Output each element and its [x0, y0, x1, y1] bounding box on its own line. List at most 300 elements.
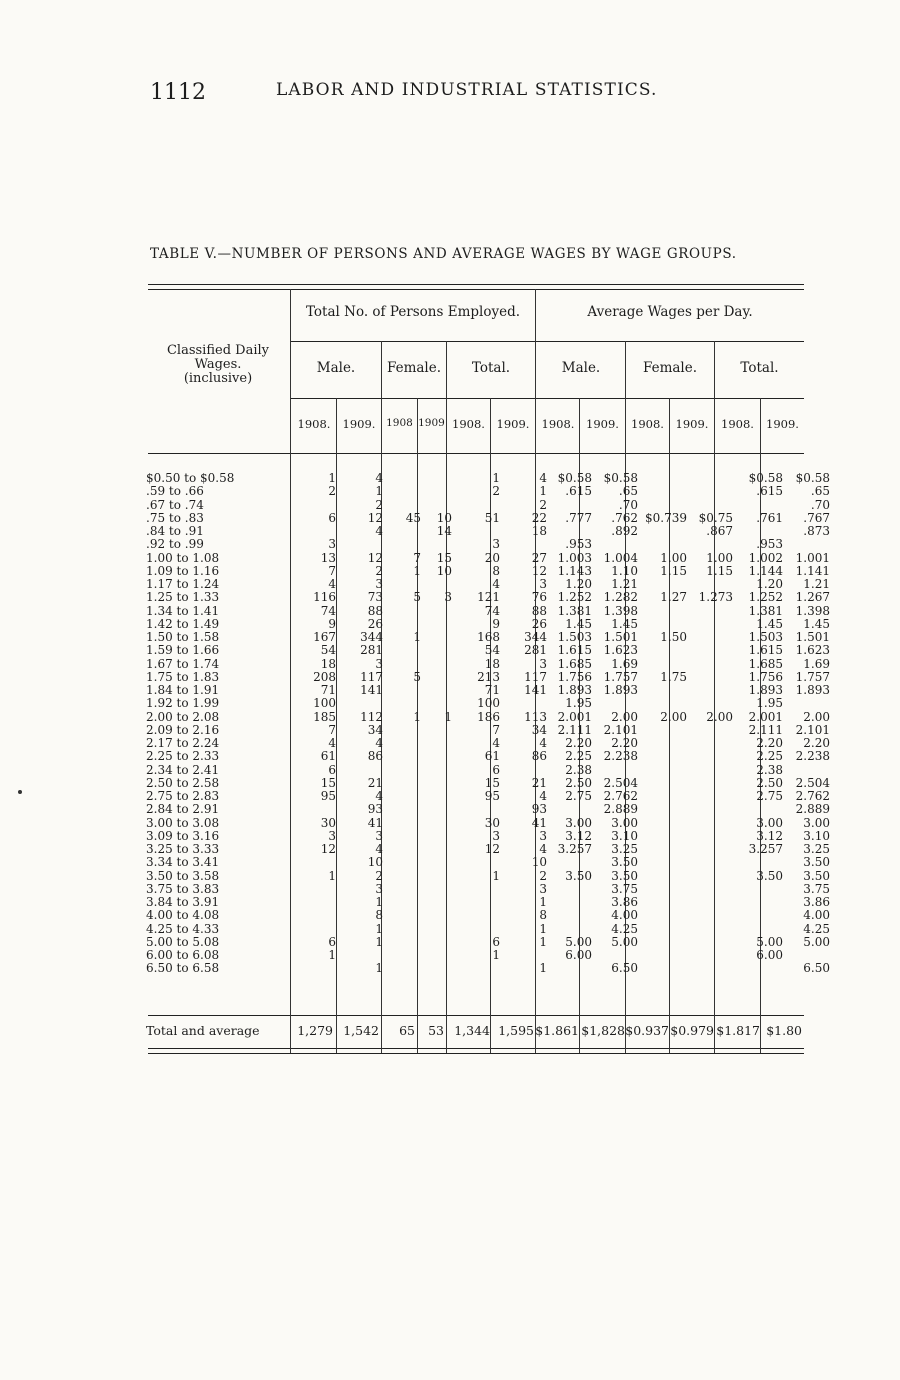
wage-cell: [595, 764, 641, 777]
bottom-rule: [148, 1048, 804, 1049]
persons-cell: 74: [320, 603, 336, 618]
wage-cell: 3.75: [611, 881, 638, 896]
table-row: [146, 803, 833, 816]
persons-cell: [385, 618, 423, 631]
persons-cell: 13: [320, 550, 336, 565]
wage-cell: 2.20: [803, 736, 830, 750]
persons-cell: [423, 830, 454, 843]
wage-cell: 5.00: [565, 934, 592, 949]
wage-cell: [641, 962, 690, 975]
table-body: [146, 472, 833, 976]
persons-cell: [454, 896, 502, 909]
persons-cell: [385, 962, 423, 975]
wage-group-label: .92 to .99: [146, 537, 204, 552]
persons-cell: [385, 870, 423, 883]
persons-cell: 4: [328, 577, 336, 591]
wage-cell: [786, 697, 833, 710]
wage-cell: 6.00: [565, 948, 592, 962]
table-row: [146, 499, 833, 512]
persons-cell: [385, 525, 423, 538]
persons-cell: 121: [477, 590, 500, 605]
wage-cell: 1.00: [660, 550, 687, 565]
persons-cell: 1: [539, 895, 547, 909]
wage-cell: 1.685: [748, 656, 783, 671]
wage-cell: [641, 578, 690, 591]
persons-cell: [385, 817, 423, 830]
wage-cell: 1.756: [557, 669, 592, 684]
persons-cell: 3: [375, 828, 383, 843]
wage-group-label: 2.00 to 2.08: [146, 709, 220, 724]
wage-cell: [641, 949, 690, 962]
wage-cell: 2.101: [795, 722, 830, 737]
wage-cell: 1.615: [748, 643, 783, 658]
wage-cell: [690, 644, 736, 657]
wage-cell: .65: [618, 484, 638, 499]
wage-cell: 2.20: [756, 736, 783, 750]
wage-cell: 2.111: [557, 722, 592, 737]
persons-cell: [385, 578, 423, 591]
persons-cell: 26: [531, 616, 547, 631]
wage-cell: .615: [756, 484, 783, 499]
persons-cell: [385, 499, 423, 512]
group-header-rule: [290, 341, 804, 342]
wages-female-header: Female.: [642, 360, 698, 376]
wage-cell: [641, 750, 690, 763]
wage-group-label: 3.84 to 3.91: [146, 895, 220, 909]
persons-cell: 186: [477, 709, 500, 724]
table-row: [146, 644, 833, 657]
persons-cell: [423, 843, 454, 856]
persons-cell: 2: [539, 868, 547, 883]
wage-group-label: 1.42 to 1.49: [146, 616, 220, 631]
wage-cell: [549, 962, 595, 975]
persons-cell: [423, 883, 454, 896]
wage-cell: 2.75: [756, 789, 783, 803]
wage-cell: 1.21: [803, 577, 830, 591]
persons-cell: 18: [320, 656, 336, 671]
wage-cell: 3.50: [565, 868, 592, 883]
wage-cell: $0.58: [795, 471, 830, 485]
persons-cell: [423, 856, 454, 869]
wage-group-label: 2.34 to 2.41: [146, 762, 220, 777]
persons-cell: 74: [484, 603, 500, 618]
wage-group-label: 3.25 to 3.33: [146, 842, 220, 856]
wage-cell: [736, 909, 786, 922]
persons-cell: [338, 697, 385, 710]
persons-cell: 15: [436, 550, 452, 565]
wage-group-label: 1.09 to 1.16: [146, 563, 220, 578]
persons-cell: 2: [375, 497, 383, 512]
persons-cell: [385, 896, 423, 909]
persons-cell: 167: [313, 630, 336, 644]
persons-cell: [385, 936, 423, 949]
wage-cell: 2.889: [603, 802, 638, 817]
table-row: [146, 737, 833, 750]
wage-cell: [641, 697, 690, 710]
wage-cell: [641, 499, 690, 512]
wage-cell: .892: [611, 524, 638, 538]
total-cell: 53: [428, 1023, 444, 1038]
wage-cell: 1.757: [603, 669, 638, 684]
wage-group-label: 1.00 to 1.08: [146, 550, 220, 565]
wage-cell: 3.00: [803, 815, 830, 830]
wage-cell: [641, 883, 690, 896]
persons-cell: [423, 750, 454, 763]
persons-cell: [385, 803, 423, 816]
persons-cell: 3: [375, 577, 383, 591]
wage-group-label: .59 to .66: [146, 484, 204, 499]
persons-cell: [385, 724, 423, 737]
persons-cell: [454, 803, 502, 816]
persons-cell: 71: [320, 683, 336, 697]
persons-cell: 12: [367, 510, 383, 525]
persons-cell: 95: [320, 789, 336, 803]
table-row: [146, 697, 833, 710]
wage-cell: [641, 830, 690, 843]
wage-cell: 3.86: [803, 895, 830, 909]
wage-cell: [641, 658, 690, 671]
persons-cell: [454, 883, 502, 896]
wage-cell: [690, 936, 736, 949]
wage-cell: [641, 923, 690, 936]
wage-cell: [690, 949, 736, 962]
wage-cell: .70: [618, 497, 638, 512]
wage-cell: 3.12: [565, 828, 592, 843]
wage-cell: 3.257: [748, 842, 783, 856]
persons-cell: [290, 896, 338, 909]
persons-cell: [454, 909, 502, 922]
wage-cell: 4.00: [611, 908, 638, 923]
persons-cell: [290, 909, 338, 922]
persons-cell: 10: [531, 855, 547, 870]
persons-cell: 4: [375, 471, 383, 485]
wage-cell: 1.273: [698, 590, 733, 605]
wage-cell: 1.45: [565, 616, 592, 631]
wage-cell: 1.615: [557, 643, 592, 658]
wage-cell: 3.10: [803, 828, 830, 843]
wage-cell: [641, 724, 690, 737]
wage-group-label: 1.84 to 1.91: [146, 683, 220, 697]
wage-cell: [786, 949, 833, 962]
wage-group-label: 5.00 to 5.08: [146, 934, 220, 949]
persons-cell: [423, 949, 454, 962]
persons-cell: [423, 764, 454, 777]
persons-cell: 1: [413, 563, 421, 578]
persons-cell: 1: [328, 948, 336, 962]
persons-cell: 2: [375, 868, 383, 883]
persons-cell: [502, 949, 549, 962]
persons-cell: 4: [375, 524, 383, 538]
persons-cell: 2: [539, 497, 547, 512]
persons-cell: [423, 803, 454, 816]
wage-cell: [641, 485, 690, 498]
wage-group-label: 1.92 to 1.99: [146, 696, 220, 711]
persons-cell: 1: [375, 961, 383, 976]
wage-cell: [641, 684, 690, 697]
persons-cell: [385, 949, 423, 962]
table-row: [146, 883, 833, 896]
wage-cell: [595, 538, 641, 551]
wages-group-header: Average Wages per Day.: [587, 304, 753, 320]
persons-cell: [423, 697, 454, 710]
wage-group-label: 1.75 to 1.83: [146, 669, 220, 684]
wages-male-header: Male.: [561, 360, 601, 376]
persons-cell: 100: [477, 696, 500, 711]
wage-cell: [641, 644, 690, 657]
table-row: [146, 525, 833, 538]
persons-cell: 1: [375, 484, 383, 499]
wage-cell: [736, 803, 786, 816]
wage-group-label: 2.09 to 2.16: [146, 722, 220, 737]
persons-cell: 3: [539, 881, 547, 896]
persons-cell: 12: [484, 842, 500, 856]
wage-cell: .867: [706, 524, 733, 538]
wages-total-header: Total.: [740, 360, 779, 376]
table-row: [146, 949, 833, 962]
persons-cell: [423, 777, 454, 790]
persons-cell: [290, 525, 338, 538]
wage-cell: 3.50: [803, 855, 830, 870]
wage-group-label: 2.75 to 2.83: [146, 789, 220, 803]
persons-cell: [385, 764, 423, 777]
wage-cell: .953: [565, 537, 592, 552]
persons-cell: 1: [492, 868, 500, 883]
wage-group-label: 3.50 to 3.58: [146, 868, 220, 883]
wage-cell: [641, 538, 690, 551]
persons-cell: 4: [539, 471, 547, 485]
wage-cell: [736, 923, 786, 936]
wage-cell: [690, 658, 736, 671]
persons-cell: 4: [328, 736, 336, 750]
wage-cell: 1.10: [611, 563, 638, 578]
persons-cell: 2: [328, 484, 336, 499]
wage-cell: 1.893: [603, 683, 638, 697]
persons-cell: 3: [444, 590, 452, 605]
wage-cell: 1.45: [756, 616, 783, 631]
year-header: 1908: [386, 417, 413, 429]
wage-cell: 3.50: [756, 868, 783, 883]
persons-cell: 1: [413, 709, 421, 724]
wage-group-label: 4.25 to 4.33: [146, 921, 220, 936]
table-row: [146, 750, 833, 763]
year-header: 1909.: [586, 417, 619, 431]
persons-cell: 95: [484, 789, 500, 803]
wage-cell: [690, 750, 736, 763]
persons-cell: [338, 764, 385, 777]
table-row: [146, 909, 833, 922]
persons-cell: 86: [367, 749, 383, 764]
table-row: [146, 512, 833, 525]
persons-cell: 20: [484, 550, 500, 565]
persons-cell: 1: [375, 921, 383, 936]
wage-group-label: 1.67 to 1.74: [146, 656, 220, 671]
wage-cell: $0.58: [603, 471, 638, 485]
total-cell: 1,279: [297, 1023, 333, 1038]
wage-cell: 1.141: [795, 563, 830, 578]
wage-cell: [641, 909, 690, 922]
persons-cell: 27: [531, 550, 547, 565]
persons-cell: [423, 896, 454, 909]
persons-cell: 113: [524, 709, 547, 724]
persons-cell: [423, 790, 454, 803]
persons-cell: 22: [531, 510, 547, 525]
wage-cell: [690, 618, 736, 631]
wage-cell: 3.50: [611, 868, 638, 883]
persons-cell: 1: [328, 471, 336, 485]
persons-cell: 41: [531, 815, 547, 830]
table-row: [146, 472, 833, 485]
year-header: 1909.: [766, 417, 799, 431]
persons-cell: [423, 472, 454, 485]
persons-cell: 30: [484, 815, 500, 830]
wage-cell: .953: [756, 537, 783, 552]
wage-cell: $0.58: [557, 471, 592, 485]
total-label: Total and average: [146, 1023, 260, 1038]
persons-cell: 3: [375, 881, 383, 896]
wage-cell: [641, 618, 690, 631]
wage-cell: [690, 962, 736, 975]
persons-cell: [290, 499, 338, 512]
table-row: [146, 671, 833, 684]
persons-cell: [454, 499, 502, 512]
persons-cell: [385, 790, 423, 803]
wage-cell: 2.38: [756, 762, 783, 777]
persons-cell: [502, 697, 549, 710]
wage-cell: 2.25: [756, 749, 783, 764]
persons-cell: [423, 618, 454, 631]
persons-cell: 4: [375, 789, 383, 803]
wage-cell: [786, 538, 833, 551]
wage-cell: 3.25: [803, 842, 830, 856]
wage-cell: 2.50: [756, 775, 783, 790]
wage-cell: [690, 856, 736, 869]
wage-cell: [690, 909, 736, 922]
year-header: 1909.: [342, 417, 376, 431]
wage-cell: 1.15: [706, 563, 733, 578]
wage-cell: [736, 883, 786, 896]
wage-cell: 2.111: [748, 722, 783, 737]
persons-cell: 41: [367, 815, 383, 830]
margin-dot: [18, 790, 22, 794]
persons-cell: [338, 538, 385, 551]
year-header: 1909.: [496, 417, 530, 431]
persons-cell: 86: [531, 749, 547, 764]
persons-cell: 12: [320, 842, 336, 856]
wage-cell: 1.623: [603, 643, 638, 658]
wage-cell: 3.00: [565, 815, 592, 830]
persons-cell: 208: [313, 669, 336, 684]
persons-cell: [423, 538, 454, 551]
persons-cell: [423, 605, 454, 618]
persons-cell: 3: [328, 828, 336, 843]
table-row: [146, 618, 833, 631]
persons-cell: 34: [367, 722, 383, 737]
persons-cell: 10: [436, 510, 452, 525]
persons-cell: 4: [539, 842, 547, 856]
persons-cell: 9: [492, 616, 500, 631]
persons-cell: [423, 644, 454, 657]
table-row: [146, 777, 833, 790]
wage-cell: 2.00: [611, 709, 638, 724]
wage-cell: 2.238: [603, 749, 638, 764]
persons-cell: 117: [360, 669, 383, 684]
wage-cell: 1.69: [803, 656, 830, 671]
persons-cell: [385, 750, 423, 763]
persons-cell: [385, 843, 423, 856]
persons-cell: 4: [375, 736, 383, 750]
table-row: [146, 631, 833, 644]
wage-cell: 1.21: [611, 577, 638, 591]
wage-cell: [641, 764, 690, 777]
total-cell: $0.937: [625, 1023, 669, 1038]
wage-cell: .70: [810, 497, 830, 512]
table-row: [146, 684, 833, 697]
wage-cell: 2.238: [795, 749, 830, 764]
wage-cell: 6.50: [611, 961, 638, 976]
persons-cell: 45: [405, 510, 421, 525]
persons-cell: 54: [320, 643, 336, 658]
wage-cell: 1.503: [748, 630, 783, 644]
persons-cell: [454, 962, 502, 975]
stub-header: Classified Daily Wages. (inclusive): [166, 343, 269, 386]
wage-cell: 3.00: [756, 815, 783, 830]
wage-cell: 1.15: [660, 563, 687, 578]
wage-cell: 1.623: [795, 643, 830, 658]
wage-cell: [690, 764, 736, 777]
wage-cell: 3.50: [803, 868, 830, 883]
wage-cell: 3.00: [611, 815, 638, 830]
wage-cell: .615: [565, 484, 592, 499]
wage-cell: [549, 499, 595, 512]
wage-cell: 2.00: [660, 709, 687, 724]
persons-cell: 3: [539, 828, 547, 843]
persons-total-header: Total.: [471, 360, 511, 376]
persons-cell: [385, 697, 423, 710]
wage-cell: [690, 724, 736, 737]
persons-cell: 141: [360, 683, 383, 697]
wage-group-label: .67 to .74: [146, 497, 204, 512]
persons-cell: [423, 631, 454, 644]
total-cell: 1,542: [343, 1023, 379, 1038]
persons-cell: [385, 830, 423, 843]
persons-cell: 5: [413, 590, 421, 605]
persons-cell: [385, 909, 423, 922]
wage-cell: 2.20: [565, 736, 592, 750]
persons-cell: 14: [436, 524, 452, 538]
persons-cell: 6: [328, 934, 336, 949]
persons-cell: 1: [413, 630, 421, 644]
persons-cell: 8: [492, 563, 500, 578]
persons-cell: 116: [313, 590, 336, 605]
persons-male-header: Male.: [316, 360, 356, 376]
persons-cell: 281: [524, 643, 547, 658]
persons-cell: 54: [484, 643, 500, 658]
wage-cell: 3.75: [803, 881, 830, 896]
total-cell: $1,828: [581, 1023, 625, 1038]
table-row: [146, 565, 833, 578]
wage-cell: 6.00: [756, 948, 783, 962]
persons-cell: [385, 658, 423, 671]
wage-cell: 4.25: [803, 921, 830, 936]
persons-cell: [423, 870, 454, 883]
table-row: [146, 578, 833, 591]
persons-cell: 1: [375, 934, 383, 949]
wage-cell: 1.893: [557, 683, 592, 697]
persons-cell: [290, 803, 338, 816]
wage-cell: 1.252: [748, 590, 783, 605]
wage-cell: [549, 909, 595, 922]
persons-cell: 344: [524, 630, 547, 644]
